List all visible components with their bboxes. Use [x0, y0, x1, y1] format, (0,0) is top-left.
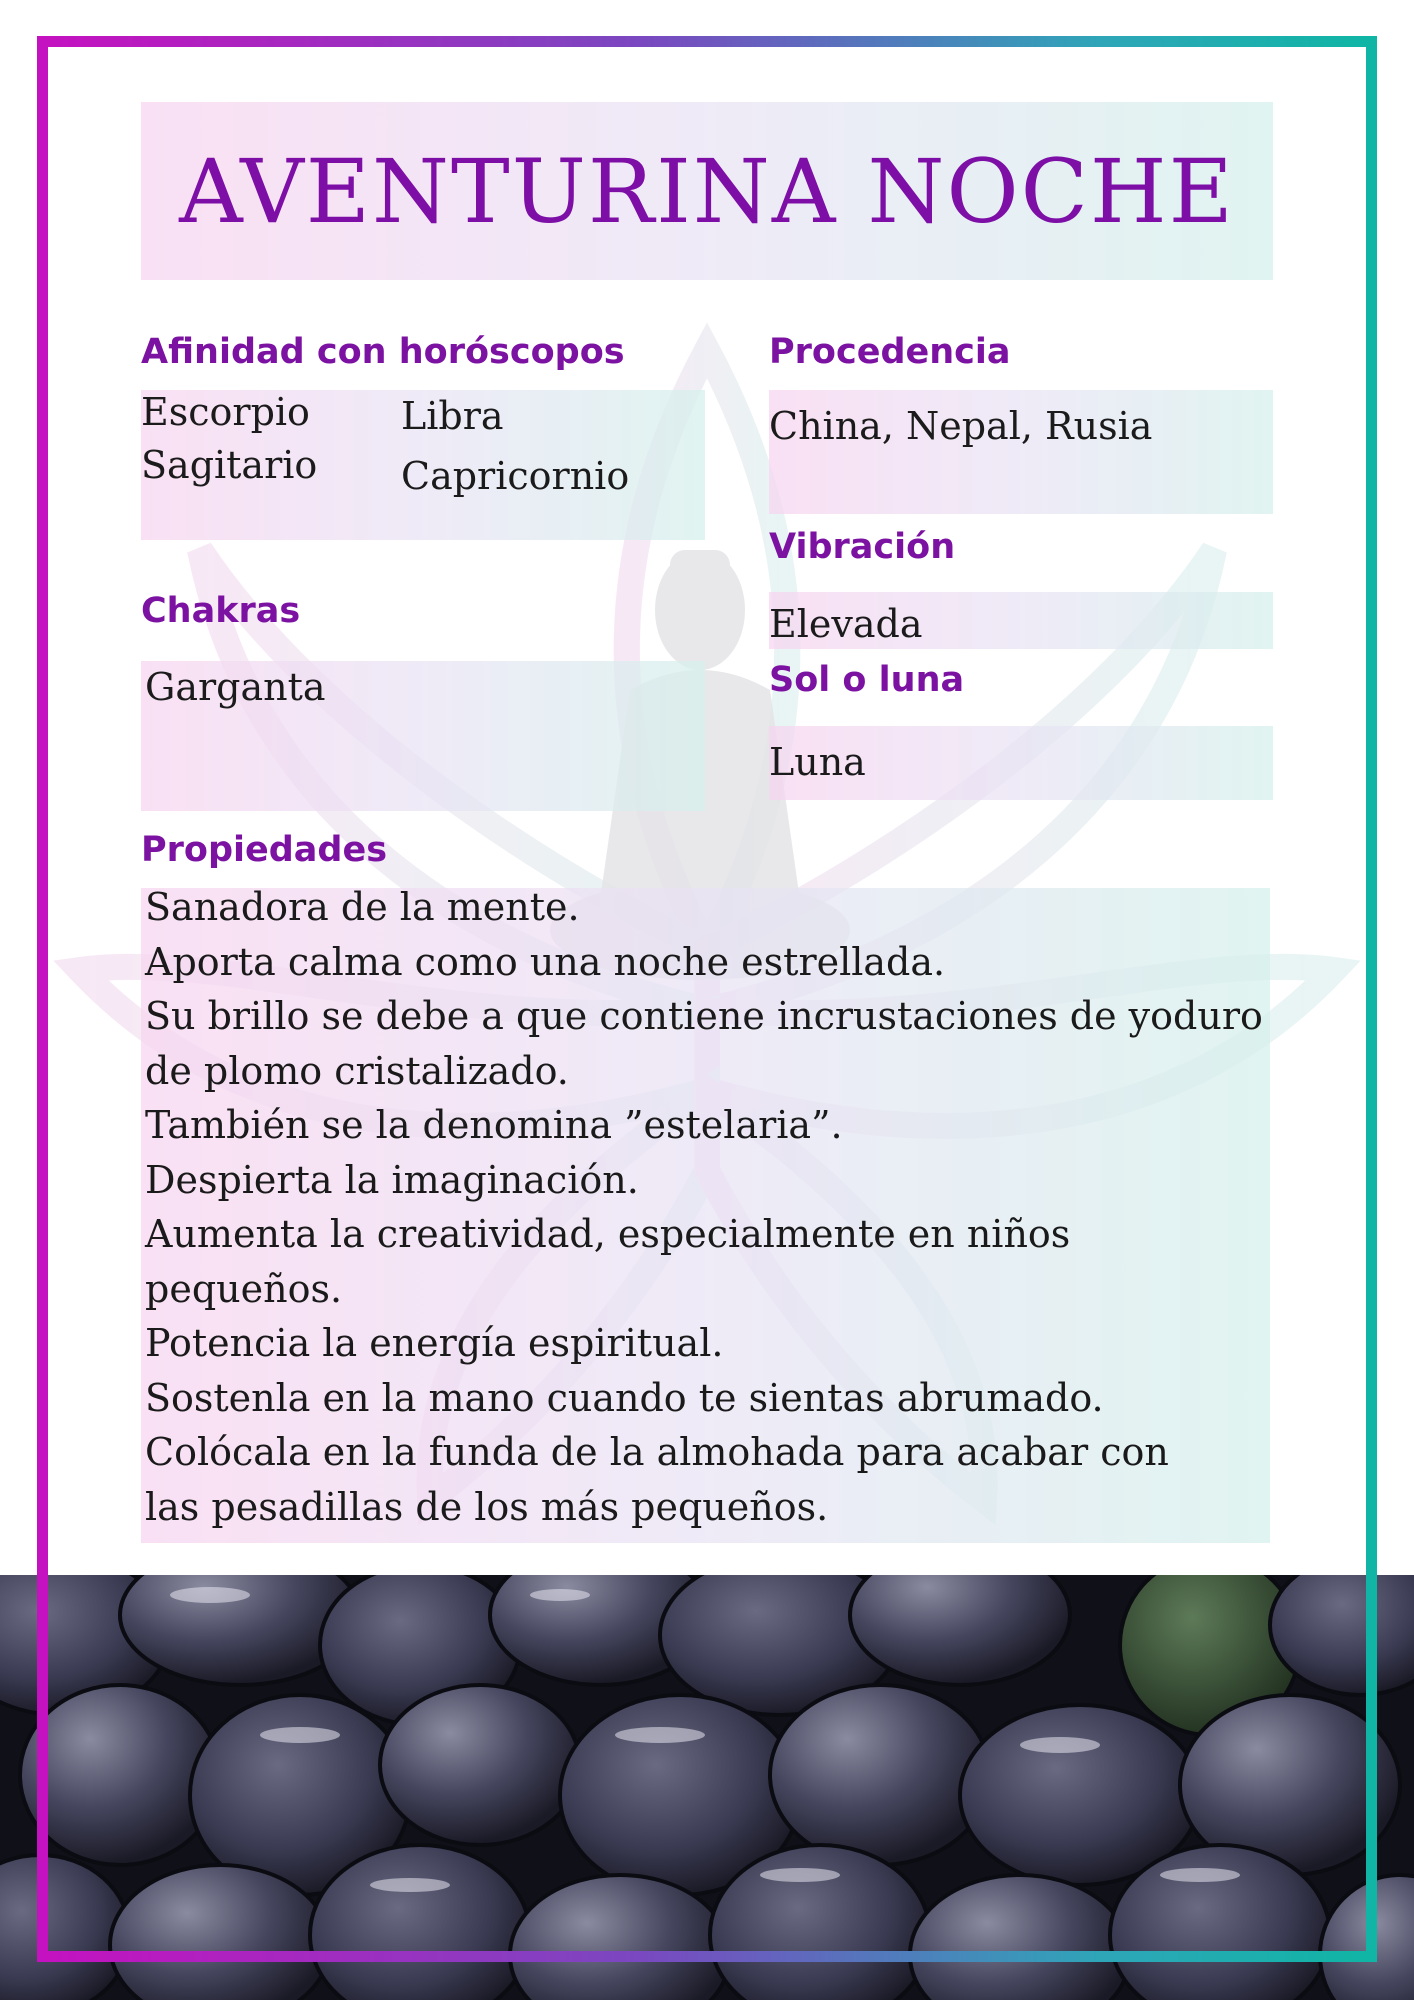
- title-band: [141, 102, 1273, 280]
- horoscopo-item: Sagitario: [141, 443, 318, 487]
- vibracion-value: Elevada: [769, 602, 923, 646]
- propiedad-line: de plomo cristalizado.: [145, 1048, 569, 1093]
- procedencia-label: Procedencia: [769, 332, 1011, 372]
- sol-luna-value: Luna: [769, 740, 866, 784]
- sol-luna-label: Sol o luna: [769, 660, 965, 700]
- horoscopo-item: Libra: [401, 394, 504, 438]
- horoscopo-item: Capricornio: [401, 454, 630, 498]
- procedencia-value: China, Nepal, Rusia: [769, 404, 1153, 448]
- propiedad-line: Despierta la imaginación.: [145, 1157, 639, 1202]
- page-title: AVENTURINA NOCHE: [179, 139, 1235, 243]
- propiedad-line: Aumenta la creatividad, especialmente en niños: [145, 1212, 1071, 1256]
- vibracion-label: Vibración: [769, 527, 956, 567]
- chakras-value: Garganta: [145, 665, 326, 709]
- propiedad-line: las pesadillas de los más pequeños.: [145, 1484, 829, 1529]
- chakras-label: Chakras: [141, 591, 301, 631]
- horoscopos-label: Afinidad con horóscopos: [141, 332, 625, 372]
- propiedad-line: pequeños.: [145, 1266, 343, 1311]
- propiedad-line: Potencia la energía espiritual.: [145, 1321, 724, 1365]
- propiedad-line: Sostenla en la mano cuando te sientas abrumado.: [145, 1375, 1104, 1420]
- propiedad-line: Aporta calma como una noche estrellada.: [145, 939, 946, 984]
- propiedad-line: Colócala en la funda de la almohada para acabar con: [145, 1430, 1169, 1474]
- propiedades-label: Propiedades: [141, 830, 388, 870]
- propiedad-line: Su brillo se debe a que contiene incrustaciones de yoduro: [145, 994, 1263, 1038]
- propiedad-line: También se la denomina ”estelaria”.: [145, 1103, 843, 1147]
- horoscopo-item: Escorpio: [141, 390, 310, 434]
- stones-photo: [0, 1575, 1414, 2000]
- propiedad-line: Sanadora de la mente.: [145, 885, 580, 929]
- propiedades-list: [145, 880, 1265, 1534]
